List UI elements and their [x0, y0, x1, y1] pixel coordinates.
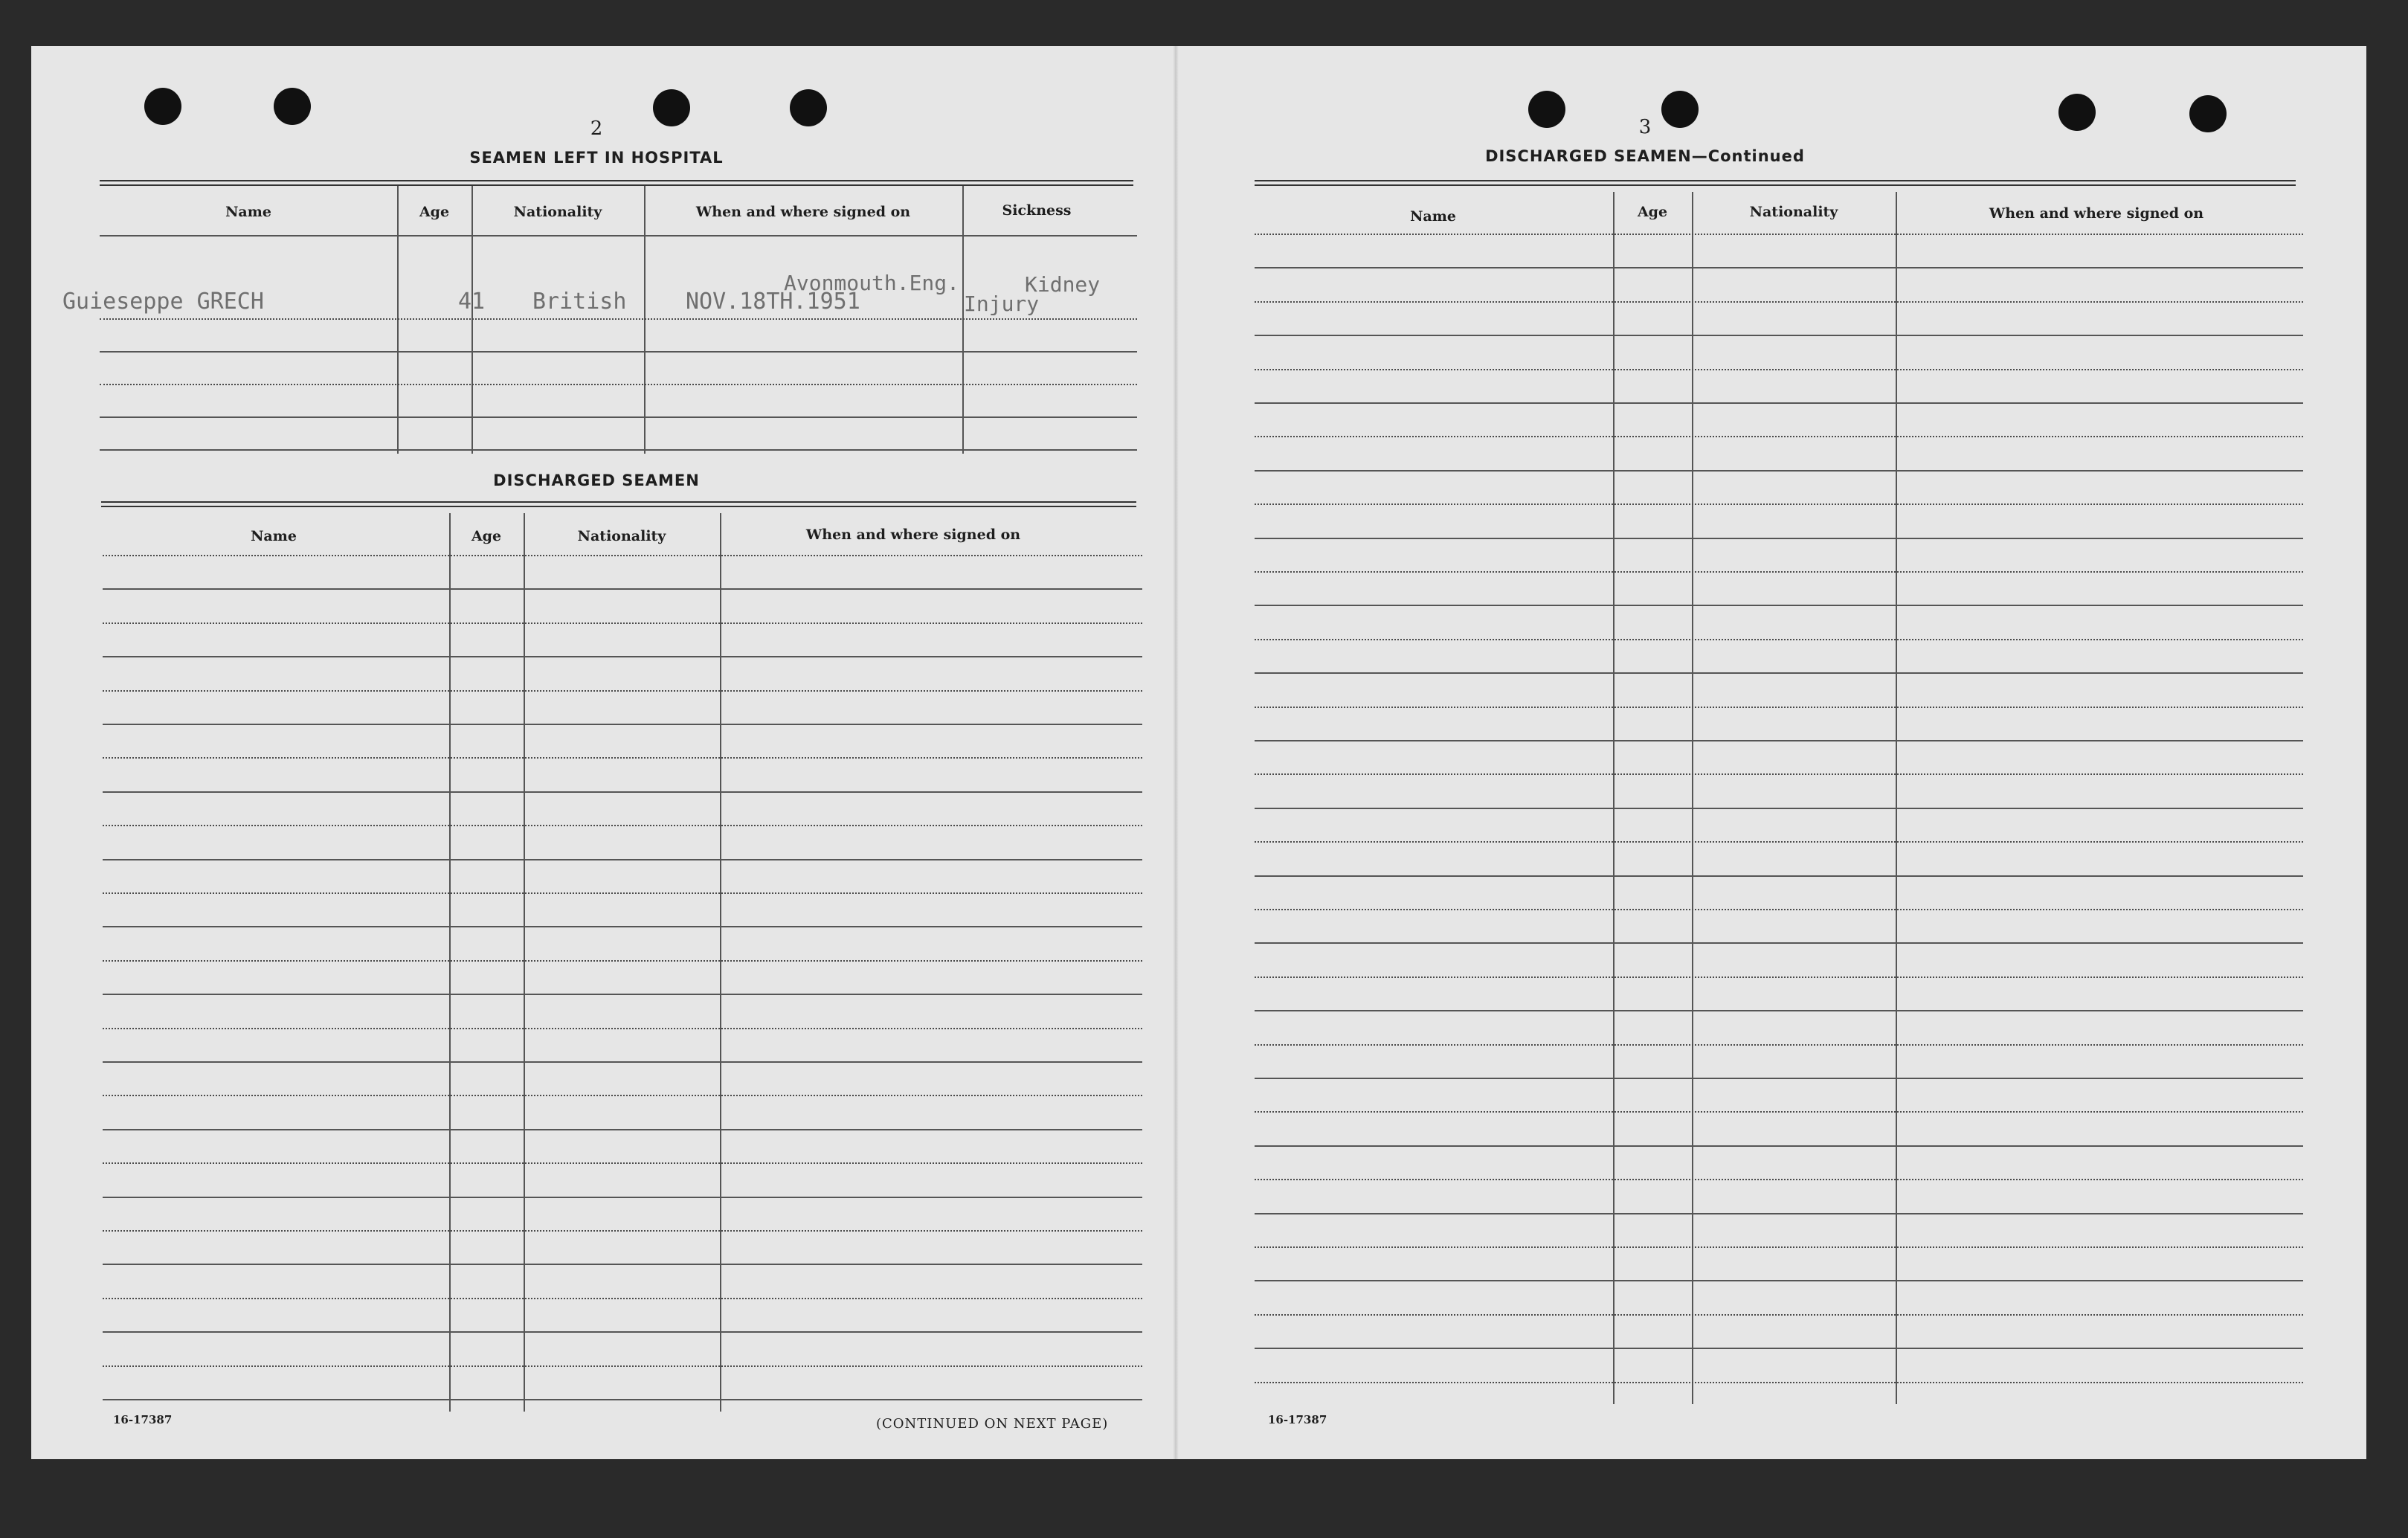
row-rule: [103, 859, 1142, 860]
row-rule: [1255, 639, 2303, 640]
row-rule: [103, 1162, 1142, 1164]
row-rule: [103, 960, 1142, 962]
row-rule: [103, 1028, 1142, 1029]
row-rule: [1255, 335, 2303, 336]
row-rule: [1255, 875, 2303, 877]
row-rule: [103, 1095, 1142, 1096]
row-rule: [103, 926, 1142, 927]
form-code: 16-17387: [113, 1413, 173, 1426]
row-rule: [1255, 234, 2303, 235]
row-rule: [103, 1399, 1142, 1400]
row-rule: [1255, 267, 2303, 268]
header-nationality: Nationality: [577, 528, 666, 544]
row-rule: [100, 449, 1137, 451]
column-divider: [471, 186, 473, 454]
row-rule: [103, 892, 1142, 894]
column-divider: [720, 513, 721, 1412]
row-rule: [103, 1331, 1142, 1333]
row-rule: [1255, 740, 2303, 741]
header-sickness: Sickness: [1002, 202, 1072, 219]
typed-sickness-line2: Injury: [964, 292, 1040, 316]
typed-signed-on-place: Avonmouth.Eng.: [784, 271, 960, 295]
header-age: Age: [1637, 204, 1668, 220]
hospital-section-title: SEAMEN LEFT IN HOSPITAL: [469, 149, 724, 167]
row-rule: [1255, 1145, 2303, 1147]
header-rule: [100, 235, 1137, 237]
row-rule: [1255, 976, 2303, 978]
left-page: [31, 46, 1173, 1459]
continued-note: (CONTINUED ON NEXT PAGE): [876, 1416, 1109, 1432]
row-rule: [1255, 1010, 2303, 1011]
row-rule: [1255, 773, 2303, 775]
header-age: Age: [419, 204, 450, 220]
header-signed-on: When and where signed on: [695, 204, 911, 220]
row-rule: [1255, 1213, 2303, 1214]
column-divider: [524, 513, 525, 1412]
hospital-table: [62, 186, 1133, 498]
row-rule: [1255, 841, 2303, 843]
row-rule: [1255, 571, 2303, 573]
discharged-table: [103, 507, 1140, 1452]
double-rule: [101, 501, 1136, 507]
discharged-continued-table: [1255, 186, 2303, 1443]
form-code: 16-17387: [1268, 1413, 1327, 1426]
typed-name: Guieseppe GRECH: [62, 289, 264, 315]
row-rule: [1255, 672, 2303, 674]
row-rule: [1255, 909, 2303, 910]
row-rule: [103, 588, 1142, 590]
column-divider: [962, 186, 964, 454]
row-rule: [1255, 1280, 2303, 1281]
row-rule: [1255, 1179, 2303, 1180]
row-rule: [103, 825, 1142, 826]
column-divider: [1896, 192, 1897, 1404]
row-rule: [103, 724, 1142, 725]
row-rule: [103, 1365, 1142, 1367]
row-rule: [1255, 538, 2303, 539]
discharged-continued-title: DISCHARGED SEAMEN—Continued: [1485, 147, 1805, 165]
page-fold: [1173, 46, 1179, 1459]
row-rule: [100, 384, 1137, 385]
row-rule: [1255, 1111, 2303, 1113]
row-rule: [103, 1197, 1142, 1198]
double-rule: [100, 180, 1133, 186]
row-rule: [1255, 470, 2303, 472]
row-rule: [1255, 707, 2303, 708]
row-rule: [1255, 1246, 2303, 1248]
row-rule: [103, 994, 1142, 995]
right-page: [1180, 46, 2366, 1459]
typed-nationality: British: [532, 289, 627, 315]
header-name: Name: [225, 204, 271, 220]
row-rule: [100, 351, 1137, 353]
header-signed-on: When and where signed on: [1989, 205, 2204, 222]
row-rule: [1255, 503, 2303, 505]
row-rule: [103, 1061, 1142, 1063]
column-divider: [1613, 192, 1615, 1404]
row-rule: [1255, 1078, 2303, 1079]
header-nationality: Nationality: [513, 204, 602, 220]
page-number: 3: [1638, 116, 1652, 138]
row-rule: [100, 318, 1137, 320]
row-rule: [100, 416, 1137, 418]
row-rule: [1255, 1044, 2303, 1046]
row-rule: [103, 757, 1142, 759]
row-rule: [103, 656, 1142, 657]
row-rule: [103, 791, 1142, 793]
row-rule: [103, 1129, 1142, 1130]
typed-age: 41: [458, 289, 486, 315]
header-name: Name: [251, 528, 297, 544]
column-divider: [449, 513, 451, 1412]
double-rule: [1255, 180, 2296, 186]
row-rule: [103, 690, 1142, 692]
row-rule: [1255, 1382, 2303, 1383]
row-rule: [1255, 436, 2303, 437]
row-rule: [1255, 1348, 2303, 1349]
header-nationality: Nationality: [1749, 204, 1838, 220]
row-rule: [103, 1230, 1142, 1232]
header-signed-on: When and where signed on: [805, 527, 1021, 543]
row-rule: [103, 1298, 1142, 1299]
row-rule: [1255, 402, 2303, 404]
column-divider: [644, 186, 646, 454]
record-sheet: [31, 46, 2366, 1459]
header-age: Age: [471, 528, 502, 544]
column-divider: [1692, 192, 1693, 1404]
header-name: Name: [1410, 208, 1456, 225]
row-rule: [1255, 808, 2303, 809]
typed-sickness-line1: Kidney: [1025, 272, 1101, 297]
row-rule: [1255, 605, 2303, 606]
row-rule: [1255, 301, 2303, 303]
row-rule: [103, 555, 1142, 556]
row-rule: [103, 1264, 1142, 1265]
typed-signed-on-date: NOV.18TH.1951: [686, 289, 860, 315]
row-rule: [103, 622, 1142, 624]
row-rule: [1255, 942, 2303, 944]
column-divider: [397, 186, 399, 454]
row-rule: [1255, 369, 2303, 370]
page-number: 2: [590, 118, 603, 140]
discharged-section-title: DISCHARGED SEAMEN: [493, 472, 700, 489]
row-rule: [1255, 1314, 2303, 1316]
